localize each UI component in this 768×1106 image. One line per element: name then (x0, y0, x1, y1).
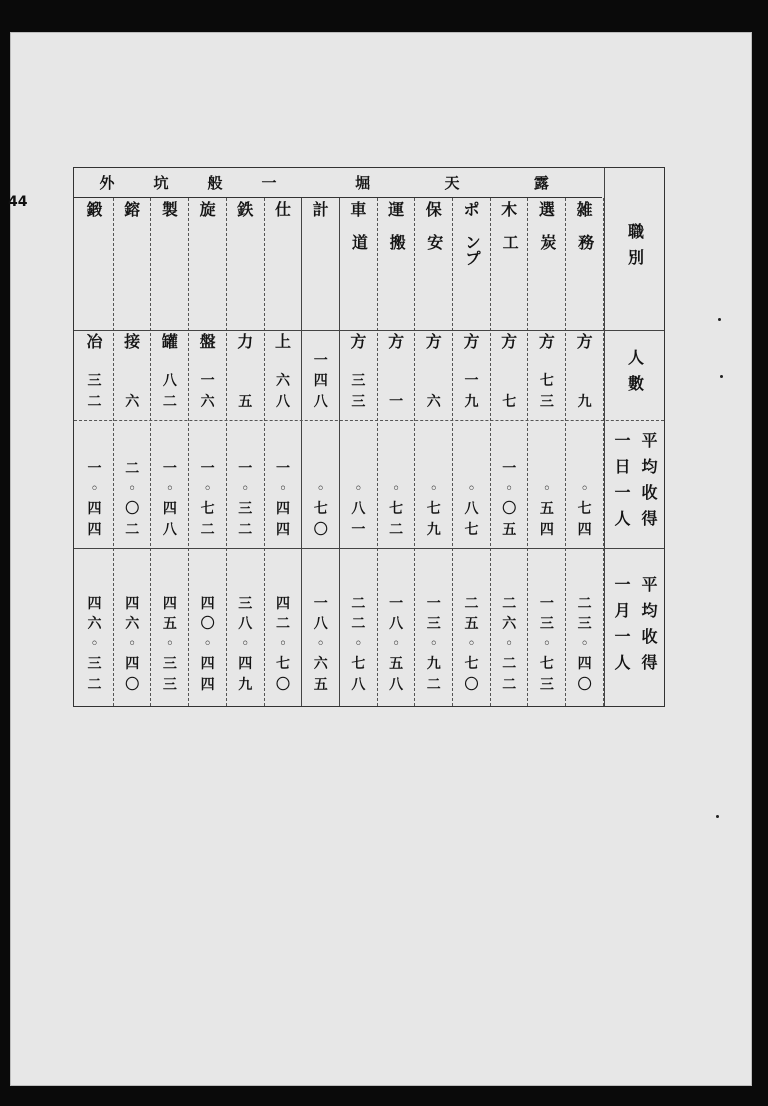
numeral: 八 (238, 615, 253, 632)
numeral: 二 (200, 521, 215, 538)
daily-earnings-cell (76, 426, 113, 540)
numeral: 八 (389, 615, 404, 632)
headcount-cell (227, 332, 264, 412)
numeral: 三 (539, 393, 554, 410)
header-group-char: 天 (444, 174, 460, 192)
numeral: ◦ (316, 636, 325, 653)
numeral: 二 (351, 595, 366, 612)
column-header-char: 工 (500, 234, 520, 250)
headcount-cell (453, 332, 490, 412)
monthly-earnings-cell (76, 554, 113, 695)
numeral: 九 (426, 656, 441, 673)
numeral: 六 (313, 656, 328, 673)
numeral: 七 (313, 501, 328, 518)
daily-earnings-cell (227, 426, 264, 540)
numeral: 二 (464, 595, 479, 612)
numeral: 七 (464, 521, 479, 538)
numeral: 七 (351, 656, 366, 673)
headcount-cell (114, 332, 151, 412)
numeral: 四 (87, 521, 102, 538)
column-header-char: 車 (350, 200, 367, 219)
daily-earnings-cell (340, 426, 377, 540)
numeral: 二 (125, 460, 140, 477)
numeral: 一 (200, 373, 215, 390)
numeral: 〇 (464, 676, 479, 693)
monthly-earnings-cell (340, 554, 377, 695)
numeral: 八 (464, 501, 479, 518)
column-header-char: 方 (576, 332, 593, 351)
headcount-cell (76, 332, 113, 412)
numeral: ◦ (90, 481, 99, 498)
numeral: 四 (238, 656, 253, 673)
numeral: 八 (313, 393, 328, 410)
numeral: ◦ (467, 636, 476, 653)
row-divider (74, 548, 664, 549)
speck (720, 375, 723, 378)
column-header-char: 方 (501, 332, 518, 351)
daily-earnings-cell (415, 426, 452, 540)
headcount-cell (491, 332, 528, 412)
numeral: 四 (313, 373, 328, 390)
numeral: ◦ (316, 481, 325, 498)
headcount-cell (189, 332, 226, 412)
numeral: ◦ (354, 636, 363, 653)
daily-earnings-cell (378, 426, 415, 540)
numeral: 五 (238, 393, 253, 410)
column-header-char: 方 (425, 332, 442, 351)
monthly-earnings-cell (566, 554, 603, 695)
numeral: ◦ (128, 636, 137, 653)
numeral: 七 (539, 656, 554, 673)
numeral: 三 (87, 373, 102, 390)
numeral: 二 (351, 615, 366, 632)
numeral: 三 (238, 501, 253, 518)
column-header-char: 搬 (387, 234, 407, 250)
numeral: ◦ (90, 636, 99, 653)
numeral: 五 (502, 521, 517, 538)
header-group-char: 外 (99, 174, 115, 192)
numeral: 一 (238, 460, 253, 477)
numeral: 〇 (577, 676, 592, 693)
numeral: 四 (276, 595, 290, 612)
daily-earnings-cell (114, 426, 151, 540)
numeral: 九 (426, 521, 441, 538)
column-header-char: 木 (501, 200, 518, 219)
numeral: ◦ (542, 481, 552, 498)
numeral: 二 (125, 521, 140, 538)
numeral: 八 (162, 521, 177, 538)
numeral: 〇 (125, 501, 140, 518)
monthly-earnings-cell (528, 554, 565, 695)
numeral: ◦ (278, 481, 288, 498)
row-divider (74, 420, 664, 422)
monthly-earnings-cell (114, 554, 151, 695)
column-header-char: ポ (463, 200, 480, 219)
column-header-char: 方 (463, 332, 480, 351)
numeral: 二 (502, 595, 517, 612)
numeral: ◦ (429, 636, 438, 653)
numeral: ◦ (203, 481, 212, 498)
column-header-char: 仕 (274, 200, 291, 219)
numeral: 六 (125, 393, 140, 410)
numeral: ◦ (278, 636, 288, 653)
numeral: 四 (200, 595, 215, 612)
numeral: 九 (238, 676, 253, 693)
column-header-char: 鎔 (124, 200, 141, 219)
numeral: 一 (502, 460, 517, 477)
column-header-char: 接 (124, 332, 141, 351)
numeral: 四 (577, 521, 592, 538)
daily-earnings-cell (265, 426, 302, 540)
column-header-char: 鉄 (237, 200, 254, 219)
numeral: 八 (276, 393, 290, 410)
speck (718, 318, 721, 321)
numeral: 七 (464, 656, 479, 673)
numeral: 八 (389, 676, 404, 693)
daily-earnings-cell (302, 426, 339, 540)
numeral: 一 (313, 353, 328, 370)
numeral: ◦ (467, 481, 476, 498)
numeral: ◦ (580, 481, 589, 498)
header-group-char: 般 (207, 174, 223, 192)
numeral: 七 (502, 393, 517, 410)
header-group-char: 露 (533, 174, 549, 192)
numeral: 九 (464, 393, 479, 410)
column-header-char: 製 (161, 200, 178, 219)
column-header-char: 保 (425, 200, 442, 219)
column-header-char: 冶 (86, 332, 103, 351)
headcount-cell (265, 332, 302, 412)
numeral: 五 (389, 656, 404, 673)
numeral: 一 (313, 595, 328, 612)
daily-earnings-cell (151, 426, 188, 540)
numeral: 二 (238, 521, 253, 538)
numeral: ◦ (542, 636, 552, 653)
numeral: 一 (389, 393, 404, 410)
numeral: 七 (539, 373, 554, 390)
column-header-char: 鍛 (86, 200, 103, 219)
numeral: 五 (162, 615, 177, 632)
monthly-earnings-cell (302, 554, 339, 695)
numeral: 〇 (125, 676, 140, 693)
row-divider (74, 330, 664, 331)
header-group-general-pit-outside (74, 168, 302, 198)
numeral: 五 (313, 676, 328, 693)
numeral: 一 (162, 460, 177, 477)
numeral: 四 (276, 501, 290, 518)
numeral: 四 (87, 501, 102, 518)
numeral: 二 (162, 393, 177, 410)
numeral: 四 (200, 676, 215, 693)
numeral: ◦ (505, 481, 514, 498)
monthly-earnings-cell (415, 554, 452, 695)
numeral: ◦ (354, 481, 363, 498)
monthly-earnings-cell (189, 554, 226, 695)
numeral: 八 (351, 501, 366, 518)
numeral: 三 (351, 373, 366, 390)
numeral: 二 (502, 676, 517, 693)
numeral: 三 (162, 676, 177, 693)
header-group-char: 坑 (153, 174, 169, 192)
monthly-earnings-cell (227, 554, 264, 695)
numeral: 〇 (313, 521, 328, 538)
numeral: 三 (238, 595, 253, 612)
numeral: 四 (200, 656, 215, 673)
numeral: 七 (577, 501, 592, 518)
monthly-earnings-cell (265, 554, 302, 695)
numeral: 四 (539, 521, 554, 538)
numeral: 八 (162, 373, 177, 390)
column-header-char: 運 (388, 200, 405, 219)
numeral: 七 (426, 501, 441, 518)
column-header-char: ンプ (462, 234, 482, 266)
monthly-earnings-cell (491, 554, 528, 695)
header-group-char: 一 (261, 174, 277, 192)
numeral: 一 (200, 460, 215, 477)
numeral: ◦ (165, 481, 175, 498)
numeral: ◦ (391, 481, 401, 498)
headcount-cell (302, 336, 339, 412)
numeral: 三 (162, 656, 177, 673)
headcount-cell (340, 332, 377, 412)
monthly-earnings-cell (378, 554, 415, 695)
numeral: 二 (389, 521, 404, 538)
numeral: 一 (87, 460, 102, 477)
numeral: 三 (539, 676, 554, 693)
label-column-divider (604, 168, 605, 706)
numeral: 三 (426, 615, 441, 632)
numeral: 二 (577, 595, 592, 612)
numeral: ◦ (241, 636, 250, 653)
column-header-char: 力 (237, 332, 254, 351)
daily-earnings-cell (528, 426, 565, 540)
row-label-monthly-earnings: 一月一人 平均收得 (612, 576, 658, 680)
numeral: 四 (87, 595, 102, 612)
numeral: 〇 (200, 615, 215, 632)
numeral: ◦ (391, 636, 401, 653)
numeral: 八 (313, 615, 328, 632)
column-header-char: 務 (575, 234, 595, 250)
column-header-char: 方 (350, 332, 367, 351)
numeral: ◦ (580, 636, 589, 653)
row-label-occupation: 職別 (625, 223, 645, 275)
numeral: 四 (162, 595, 177, 612)
numeral: 一 (389, 595, 404, 612)
numeral: 一 (426, 595, 441, 612)
numeral: 五 (539, 501, 554, 518)
numeral: 二 (87, 393, 102, 410)
numeral: 七 (200, 501, 215, 518)
numeral: 一 (276, 460, 290, 477)
column-header-char: 旋 (199, 200, 216, 219)
page-number: 44 (8, 194, 28, 210)
column-header-char: 安 (424, 234, 444, 250)
column-header-char: 罐 (161, 332, 178, 351)
header-group-open-pit (302, 168, 602, 198)
numeral: ◦ (241, 481, 250, 498)
daily-earnings-cell (453, 426, 490, 540)
headcount-cell (378, 332, 415, 412)
numeral: 六 (125, 615, 140, 632)
column-header-char: 方 (538, 332, 555, 351)
numeral: 五 (464, 615, 479, 632)
numeral: 三 (577, 615, 592, 632)
numeral: 二 (87, 676, 102, 693)
numeral: 六 (200, 393, 215, 410)
column-header-char: 計 (312, 200, 329, 219)
column-header-char: 盤 (199, 332, 216, 351)
daily-earnings-cell (491, 426, 528, 540)
column-header-char: 雑 (576, 200, 593, 219)
column-header-char: 道 (349, 234, 369, 250)
daily-earnings-cell (189, 426, 226, 540)
numeral: ◦ (203, 636, 212, 653)
numeral: ◦ (505, 636, 514, 653)
headcount-cell (151, 332, 188, 412)
numeral: 四 (577, 656, 592, 673)
numeral: 〇 (502, 501, 517, 518)
numeral: 四 (125, 595, 140, 612)
row-label-headcount: 人數 (625, 349, 645, 401)
headcount-cell (415, 332, 452, 412)
numeral: 九 (577, 393, 592, 410)
numeral: 二 (276, 615, 290, 632)
numeral: 一 (464, 373, 479, 390)
headcount-cell (528, 332, 565, 412)
numeral: 七 (389, 501, 404, 518)
numeral: 八 (351, 676, 366, 693)
numeral: 三 (87, 656, 102, 673)
numeral: 三 (351, 393, 366, 410)
numeral: 六 (87, 615, 102, 632)
monthly-earnings-cell (453, 554, 490, 695)
numeral: ◦ (165, 636, 175, 653)
numeral: 一 (351, 521, 366, 538)
numeral: 三 (539, 615, 554, 632)
daily-earnings-cell (566, 426, 603, 540)
numeral: 七 (276, 656, 290, 673)
numeral: ◦ (429, 481, 438, 498)
column-header-char: 選 (538, 200, 555, 219)
numeral: 四 (125, 656, 140, 673)
header-group-char: 堀 (355, 174, 371, 192)
column-header-char: 炭 (537, 234, 557, 250)
headcount-cell (566, 332, 603, 412)
numeral: 二 (426, 676, 441, 693)
numeral: 四 (276, 521, 290, 538)
numeral: ◦ (128, 481, 137, 498)
numeral: 六 (502, 615, 517, 632)
numeral: 二 (502, 656, 517, 673)
monthly-earnings-cell (151, 554, 188, 695)
numeral: 六 (276, 373, 290, 390)
numeral: 六 (426, 393, 441, 410)
numeral: 四 (162, 501, 177, 518)
speck (716, 815, 719, 818)
wage-table (73, 167, 665, 707)
row-label-daily-earnings: 一日一人 平均收得 (612, 432, 658, 536)
numeral: 〇 (276, 676, 290, 693)
column-header-char: 上 (274, 332, 291, 351)
column-header-char: 方 (388, 332, 405, 351)
numeral: 一 (539, 595, 554, 612)
